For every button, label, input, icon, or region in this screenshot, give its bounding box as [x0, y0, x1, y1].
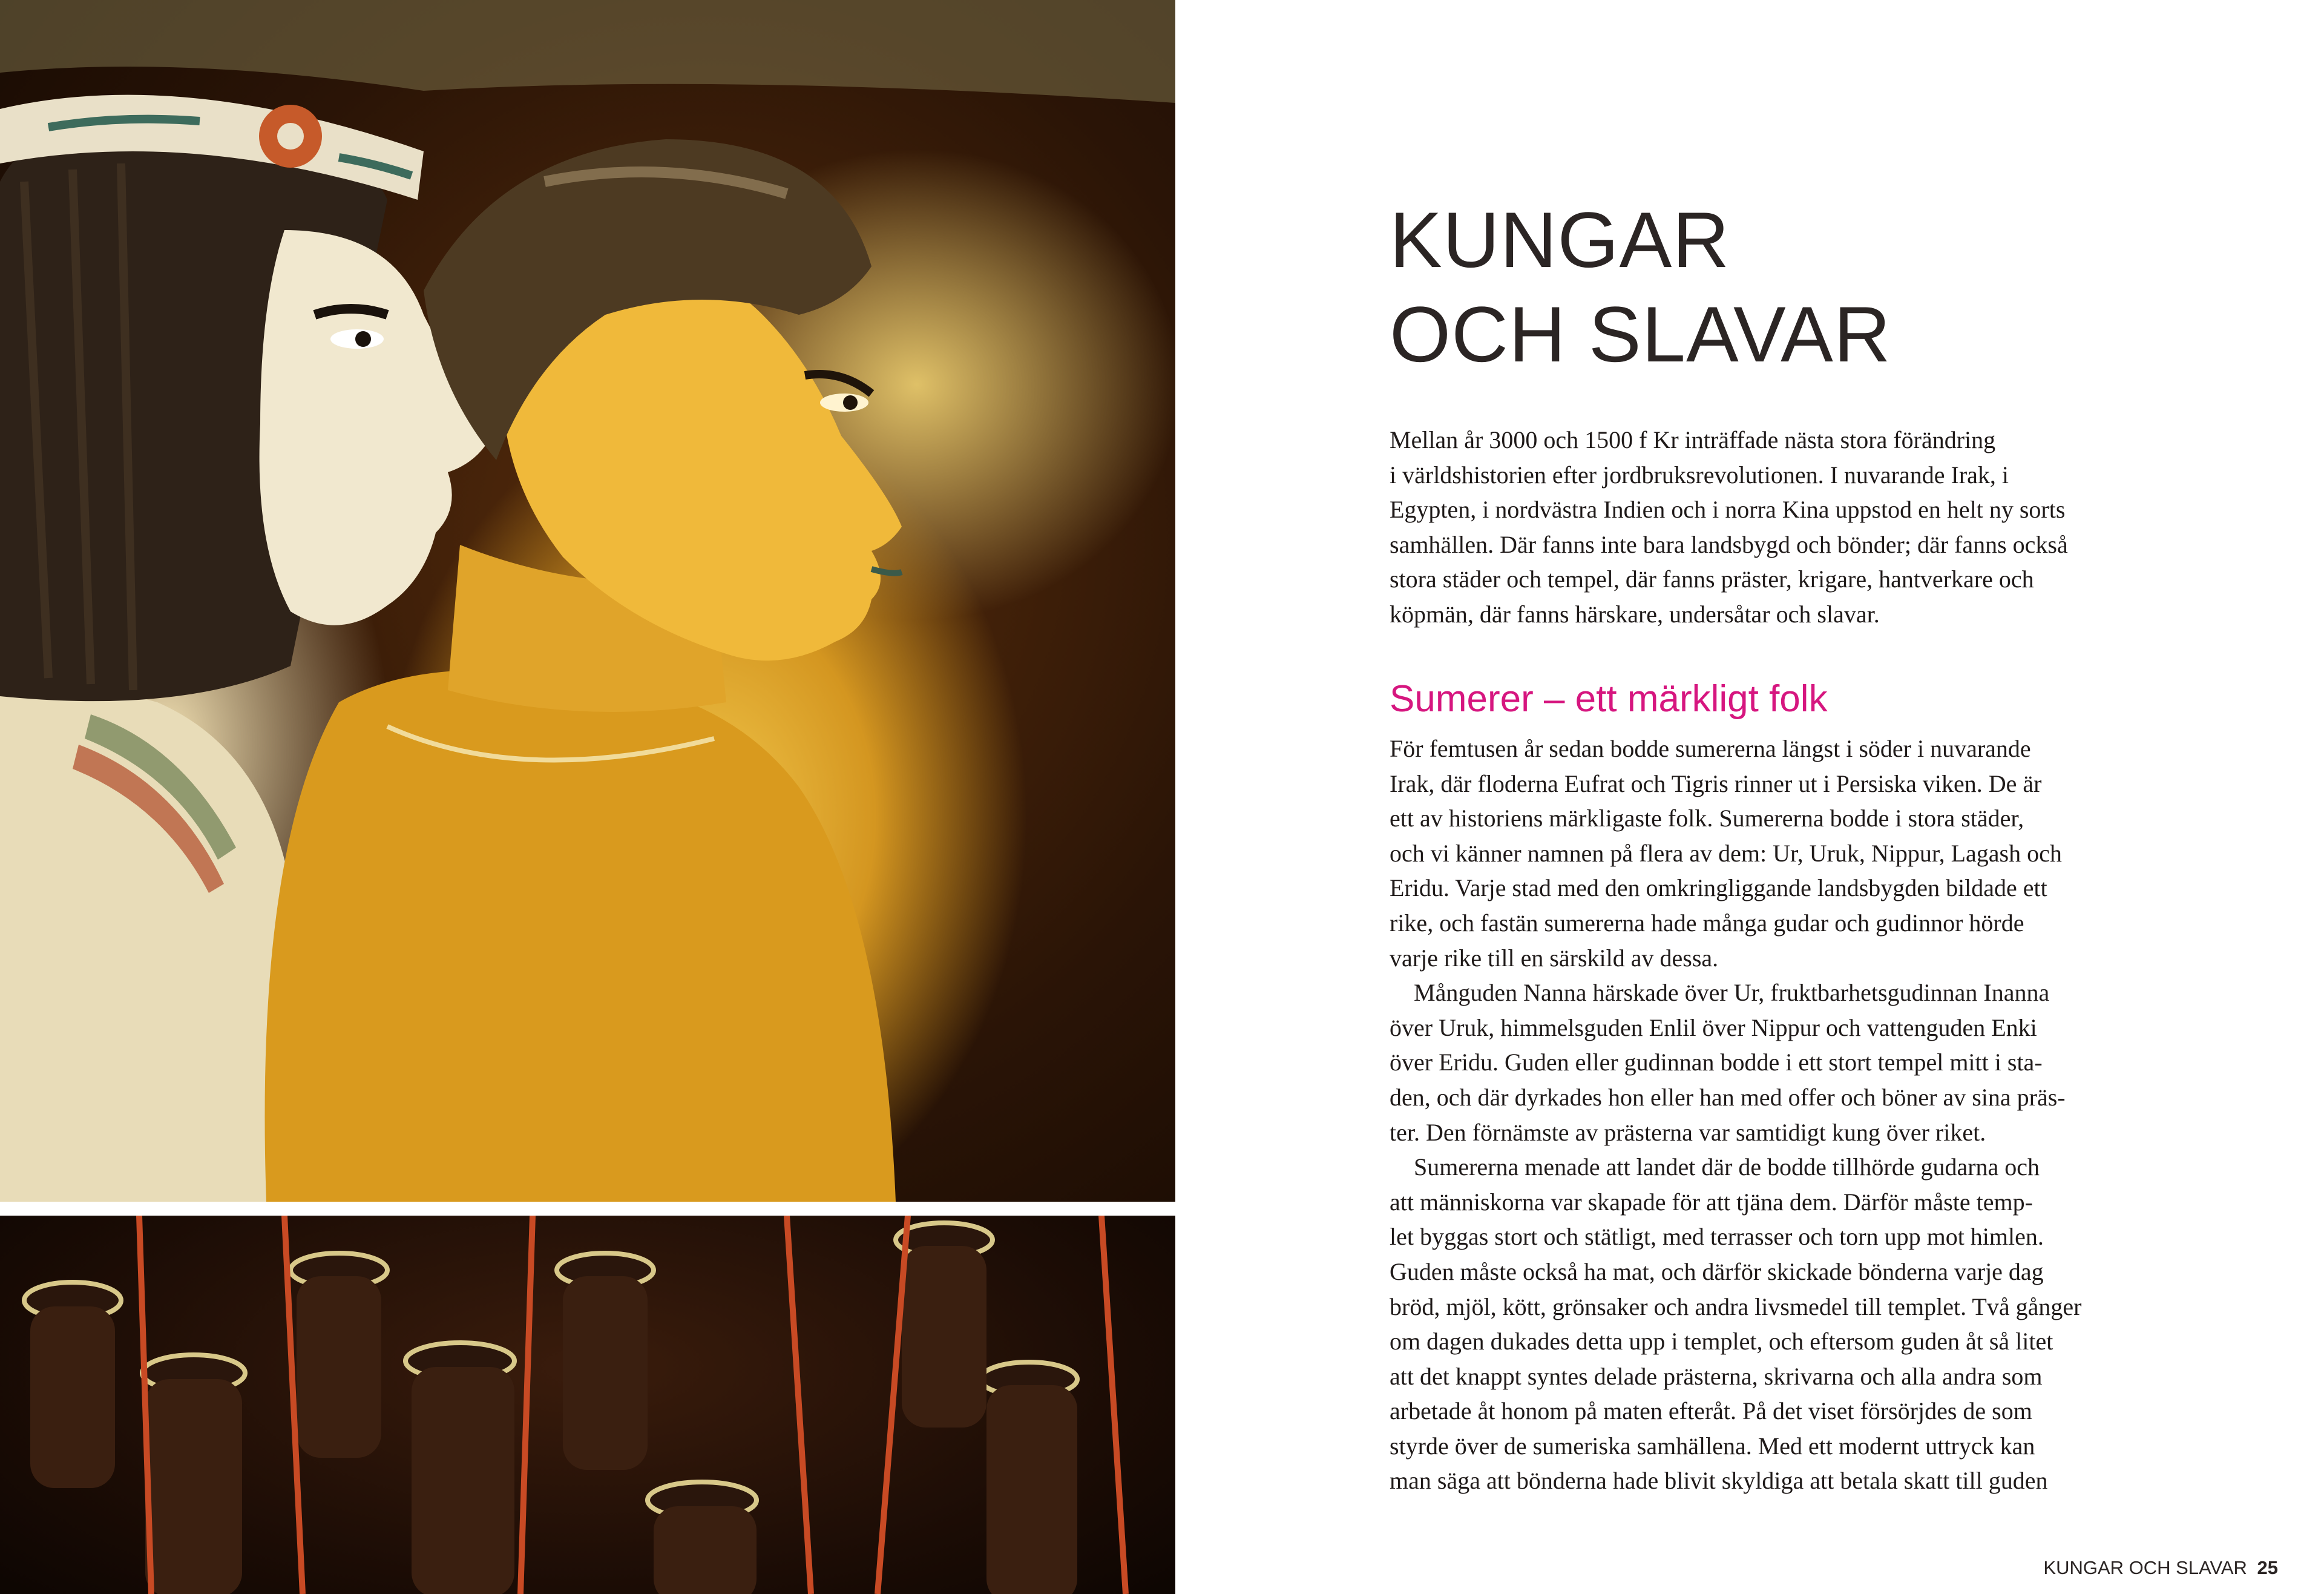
body-line: man säga att bönderna hade blivit skyldiga att betala skatt till guden [1390, 1467, 2048, 1495]
body-line: let byggas stort och stätligt, med terrasser och torn upp mot himlen. [1390, 1223, 2044, 1251]
statues-illustration [0, 0, 1175, 1202]
intro-line: i världshistorien efter jordbruksrevolutionen. I nuvarande Irak, i [1390, 461, 2009, 489]
body-line: och vi känner namnen på flera av dem: Ur, Uruk, Nippur, Lagash och [1390, 839, 2062, 867]
body-line: att människorna var skapade för att tjäna dem. Därför måste temp- [1390, 1188, 2033, 1216]
body-line: över Eridu. Guden eller gudinnan bodde i ett stort tempel mitt i sta- [1390, 1049, 2043, 1076]
body-line: bröd, mjöl, kött, grönsaker och andra livsmedel till templet. Två gånger [1390, 1293, 2082, 1320]
body-line: Månguden Nanna härskade över Ur, fruktbarhetsgudinnan Inanna [1414, 979, 2050, 1007]
chapter-title-line: KUNGAR [1390, 196, 1730, 284]
body-line: styrde över de sumeriska samhällena. Med ett modernt uttryck kan [1390, 1432, 2035, 1460]
photo-gutter [0, 1202, 1175, 1216]
chapter-title [1390, 193, 1891, 381]
intro-line: stora städer och tempel, där fanns präster, krigare, hantverkare och [1390, 565, 2034, 593]
body-line: Irak, där floderna Eufrat och Tigris rinner ut i Persiska viken. De är [1390, 769, 2042, 797]
running-title: KUNGAR OCH SLAVAR [2043, 1557, 2247, 1578]
section-heading: Sumerer – ett märkligt folk [1390, 678, 1828, 720]
body-line: den, och där dyrkades hon eller han med offer och böner av sina präs- [1390, 1083, 2066, 1111]
body-line: För femtusen år sedan bodde sumererna längst i söder i nuvarande [1390, 735, 2031, 762]
chapter-title-line: OCH SLAVAR [1390, 290, 1891, 378]
running-footer [2043, 1556, 2278, 1580]
intro-line: Egypten, i nordvästra Indien och i norra Kina uppstod en helt ny sorts [1390, 496, 2066, 524]
intro-line: köpmän, där fanns härskare, undersåtar och slavar. [1390, 600, 1880, 628]
body-line: ter. Den förnämste av prästerna var samtidigt kung över riket. [1390, 1118, 1986, 1146]
body-line: att det knappt syntes delade prästerna, skrivarna och alla andra som [1390, 1362, 2043, 1390]
body-line: Eridu. Varje stad med den omkringliggande landsbygden bildade ett [1390, 874, 2047, 902]
body-line: om dagen dukades detta upp i templet, och eftersom guden åt så litet [1390, 1328, 2053, 1355]
intro-line: samhällen. Där fanns inte bara landsbygd och bönder; där fanns också [1390, 530, 2068, 558]
soldiers-illustration [0, 1216, 1175, 1594]
body-line: över Uruk, himmelsguden Enlil över Nippur och vattenguden Enki [1390, 1013, 2037, 1041]
photo-wooden-soldier-models [0, 1216, 1175, 1594]
page-number: 25 [2257, 1557, 2278, 1578]
photo-statues-rahotep-nofret [0, 0, 1175, 1202]
body-line: ett av historiens märkligaste folk. Sumererna bodde i stora städer, [1390, 805, 2024, 832]
body-text [1390, 731, 2140, 1498]
man-torso [265, 670, 896, 1202]
body-line: varje rike till en särskild av dessa. [1390, 944, 1719, 972]
intro-line: Mellan år 3000 och 1500 f Kr inträffade nästa stora förändring [1390, 426, 1996, 453]
body-line: Guden måste också ha mat, och därför skickade bönderna varje dag [1390, 1257, 2044, 1285]
body-line: Sumererna menade att landet där de bodde tillhörde gudarna och [1414, 1153, 2040, 1181]
intro-paragraph [1390, 423, 2140, 632]
body-line: rike, och fastän sumererna hade många gudar och gudinnor hörde [1390, 909, 2024, 937]
body-line: arbetade åt honom på maten efteråt. På det viset försörjdes de som [1390, 1397, 2032, 1425]
